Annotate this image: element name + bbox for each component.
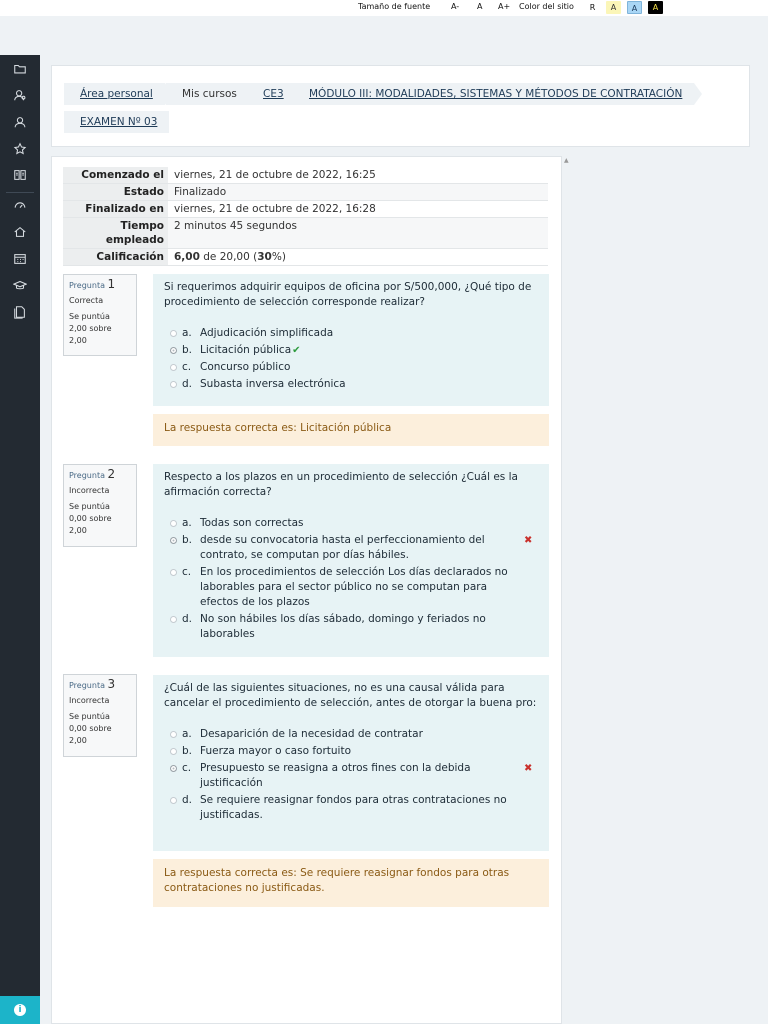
- answer-text: desde su convocatoria hasta el perfeccionamiento del contrato, se computan por días hábiles.: [200, 534, 485, 561]
- grade-percent: 30: [257, 251, 272, 263]
- info-icon: i: [14, 1004, 26, 1016]
- graduation-cap-icon[interactable]: [12, 277, 28, 293]
- answer-text: Concurso público: [200, 361, 291, 373]
- star-icon[interactable]: [12, 141, 28, 157]
- home-icon[interactable]: [12, 224, 28, 240]
- answer-radio: [170, 748, 177, 755]
- summary-row-finished: [63, 201, 548, 218]
- dashboard-icon[interactable]: [12, 197, 28, 213]
- answer-text: No son hábiles los días sábado, domingo y feriados no laborables: [200, 613, 486, 640]
- summary-row-state: [63, 184, 548, 201]
- answer-list: [164, 727, 538, 823]
- answer-option: [164, 565, 538, 610]
- answer-radio-selected: [170, 765, 177, 772]
- font-size-label: Tamaño de fuente: [358, 2, 431, 11]
- font-increase-button[interactable]: A+: [498, 2, 511, 11]
- correct-answer-feedback-3: La respuesta correcta es: Se requiere reasignar fondos para otras contrataciones no justificadas.: [153, 859, 549, 907]
- answer-radio: [170, 569, 177, 576]
- answer-list: [164, 516, 538, 642]
- info-button[interactable]: [0, 996, 40, 1024]
- accessibility-bar: [0, 0, 768, 16]
- calendar-icon[interactable]: [12, 251, 28, 267]
- answer-text: Licitación pública✔: [200, 344, 301, 356]
- answer-text: En los procedimientos de selección Los días declarados no laborables para el sector público no se computan para efectos de los plazos: [200, 566, 508, 608]
- incorrect-cross-icon: ✖: [524, 763, 533, 774]
- answer-text: Fuerza mayor o caso fortuito: [200, 745, 352, 757]
- answer-option: [164, 360, 538, 375]
- question-number: 3: [107, 677, 116, 691]
- correct-answer-feedback-1: La respuesta correcta es: Licitación pública: [153, 414, 549, 446]
- question-label: Pregunta: [69, 281, 105, 290]
- answer-list: [164, 326, 538, 392]
- summary-value: viernes, 21 de octubre de 2022, 16:25: [174, 169, 376, 181]
- answer-text: Se requiere reasignar fondos para otras contrataciones no justificadas.: [200, 794, 507, 821]
- question-content-3: [153, 675, 549, 851]
- site-color-label: Color del sitio: [519, 2, 574, 11]
- answer-letter: a.: [182, 728, 192, 740]
- answer-letter: b.: [182, 534, 193, 546]
- correct-check-icon: ✔: [292, 345, 301, 356]
- summary-value: [168, 249, 548, 265]
- answer-letter: d.: [182, 613, 193, 625]
- user-icon[interactable]: [12, 114, 28, 130]
- answer-letter: a.: [182, 327, 192, 339]
- sidebar-divider: [6, 192, 34, 193]
- answer-text: Adjudicación simplificada: [200, 327, 334, 339]
- question-content-2: [153, 464, 549, 657]
- summary-key: Estado: [63, 184, 168, 200]
- answer-radio: [170, 330, 177, 337]
- color-blue-button[interactable]: A: [627, 1, 642, 14]
- answer-radio: [170, 381, 177, 388]
- question-text: Si requerimos adquirir equipos de oficina por S/500,000, ¿Qué tipo de procedimiento de selección corresponde realizar?: [164, 281, 532, 308]
- question-grade: Se puntúa 2,00 sobre 2,00: [69, 312, 112, 345]
- summary-row-grade: [63, 249, 548, 266]
- answer-letter: c.: [182, 361, 192, 373]
- question-number: 1: [107, 277, 116, 291]
- answer-radio: [170, 797, 177, 804]
- answer-text: Presupuesto se reasigna a otros fines con la debida justificación: [200, 762, 471, 789]
- scroll-up-icon[interactable]: ▲: [564, 157, 569, 164]
- answer-letter: a.: [182, 517, 192, 529]
- question-info-2: [63, 464, 137, 547]
- grade-max: de 20,00 (: [199, 251, 258, 263]
- question-state: Incorrecta: [69, 696, 110, 705]
- answer-radio: [170, 616, 177, 623]
- answer-option: [164, 377, 538, 392]
- breadcrumb-area-personal[interactable]: Área personal: [64, 83, 165, 105]
- summary-key: Comenzado el: [63, 167, 168, 183]
- summary-row-started: [63, 167, 548, 184]
- answer-text: Todas son correctas: [200, 517, 304, 529]
- answer-letter: b.: [182, 745, 193, 757]
- answer-option: [164, 326, 538, 341]
- font-decrease-button[interactable]: A-: [451, 2, 460, 11]
- font-normal-button[interactable]: A: [477, 2, 483, 11]
- answer-option: [164, 744, 538, 759]
- summary-key: Calificación: [63, 249, 168, 265]
- question-text: ¿Cuál de las siguientes situaciones, no es una causal válida para cancelar el procedimiento de selección, antes de otorgar la buena pro:: [164, 682, 537, 709]
- sidebar: [0, 55, 40, 1024]
- breadcrumb-examen[interactable]: EXAMEN Nº 03: [64, 111, 169, 133]
- answer-letter: c.: [182, 762, 192, 774]
- breadcrumb-ce3[interactable]: CE3: [247, 83, 296, 105]
- question-text: Respecto a los plazos en un procedimiento de selección ¿Cuál es la afirmación correcta?: [164, 471, 518, 498]
- answer-option: [164, 793, 538, 823]
- summary-value: 2 minutos 45 segundos: [168, 218, 548, 248]
- color-yellow-button[interactable]: A: [606, 1, 621, 14]
- answer-radio: [170, 520, 177, 527]
- user-search-icon[interactable]: [12, 87, 28, 103]
- answer-letter: b.: [182, 344, 193, 356]
- answer-option: [164, 612, 538, 642]
- answer-letter: d.: [182, 794, 193, 806]
- answer-text: Desaparición de la necesidad de contratar: [200, 728, 423, 740]
- question-content-1: [153, 274, 549, 406]
- book-icon[interactable]: [12, 167, 28, 183]
- question-info-3: [63, 674, 137, 757]
- answer-radio: [170, 731, 177, 738]
- attempt-summary-table: [63, 167, 548, 266]
- answer-option: [164, 727, 538, 742]
- summary-row-time: [63, 218, 548, 249]
- breadcrumb-mis-cursos: Mis cursos: [166, 83, 249, 105]
- answer-option-selected: [164, 533, 538, 563]
- answer-radio-selected: [170, 537, 177, 544]
- folder-icon[interactable]: [12, 61, 28, 77]
- answer-option-selected: [164, 343, 538, 358]
- question-grade: Se puntúa 0,00 sobre 2,00: [69, 712, 112, 745]
- summary-value: Finalizado: [168, 184, 548, 200]
- question-label: Pregunta: [69, 471, 105, 480]
- color-reset-button[interactable]: R: [589, 3, 596, 12]
- summary-key: Tiempo empleado: [63, 218, 168, 248]
- breadcrumb: [51, 65, 750, 147]
- summary-key: Finalizado en: [63, 201, 168, 217]
- files-icon[interactable]: [12, 304, 28, 320]
- answer-letter: c.: [182, 566, 192, 578]
- summary-value: viernes, 21 de octubre de 2022, 16:28: [174, 203, 376, 215]
- grade-score: 6,00: [174, 251, 200, 263]
- grade-percent-end: %): [271, 251, 286, 263]
- incorrect-cross-icon: ✖: [524, 535, 533, 546]
- question-label: Pregunta: [69, 681, 105, 690]
- answer-letter: d.: [182, 378, 193, 390]
- color-black-button[interactable]: A: [648, 1, 663, 14]
- answer-radio-selected: [170, 347, 177, 354]
- question-info-1: [63, 274, 137, 356]
- question-number: 2: [107, 467, 116, 481]
- answer-option-selected: [164, 761, 538, 791]
- question-grade: Se puntúa 0,00 sobre 2,00: [69, 502, 112, 535]
- question-state: Correcta: [69, 296, 104, 305]
- answer-text: Subasta inversa electrónica: [200, 378, 346, 390]
- answer-radio: [170, 364, 177, 371]
- breadcrumb-modulo-iii[interactable]: MÓDULO III: MODALIDADES, SISTEMAS Y MÉTODOS DE CONTRATACIÓN: [293, 83, 694, 105]
- answer-option: [164, 516, 538, 531]
- question-state: Incorrecta: [69, 486, 110, 495]
